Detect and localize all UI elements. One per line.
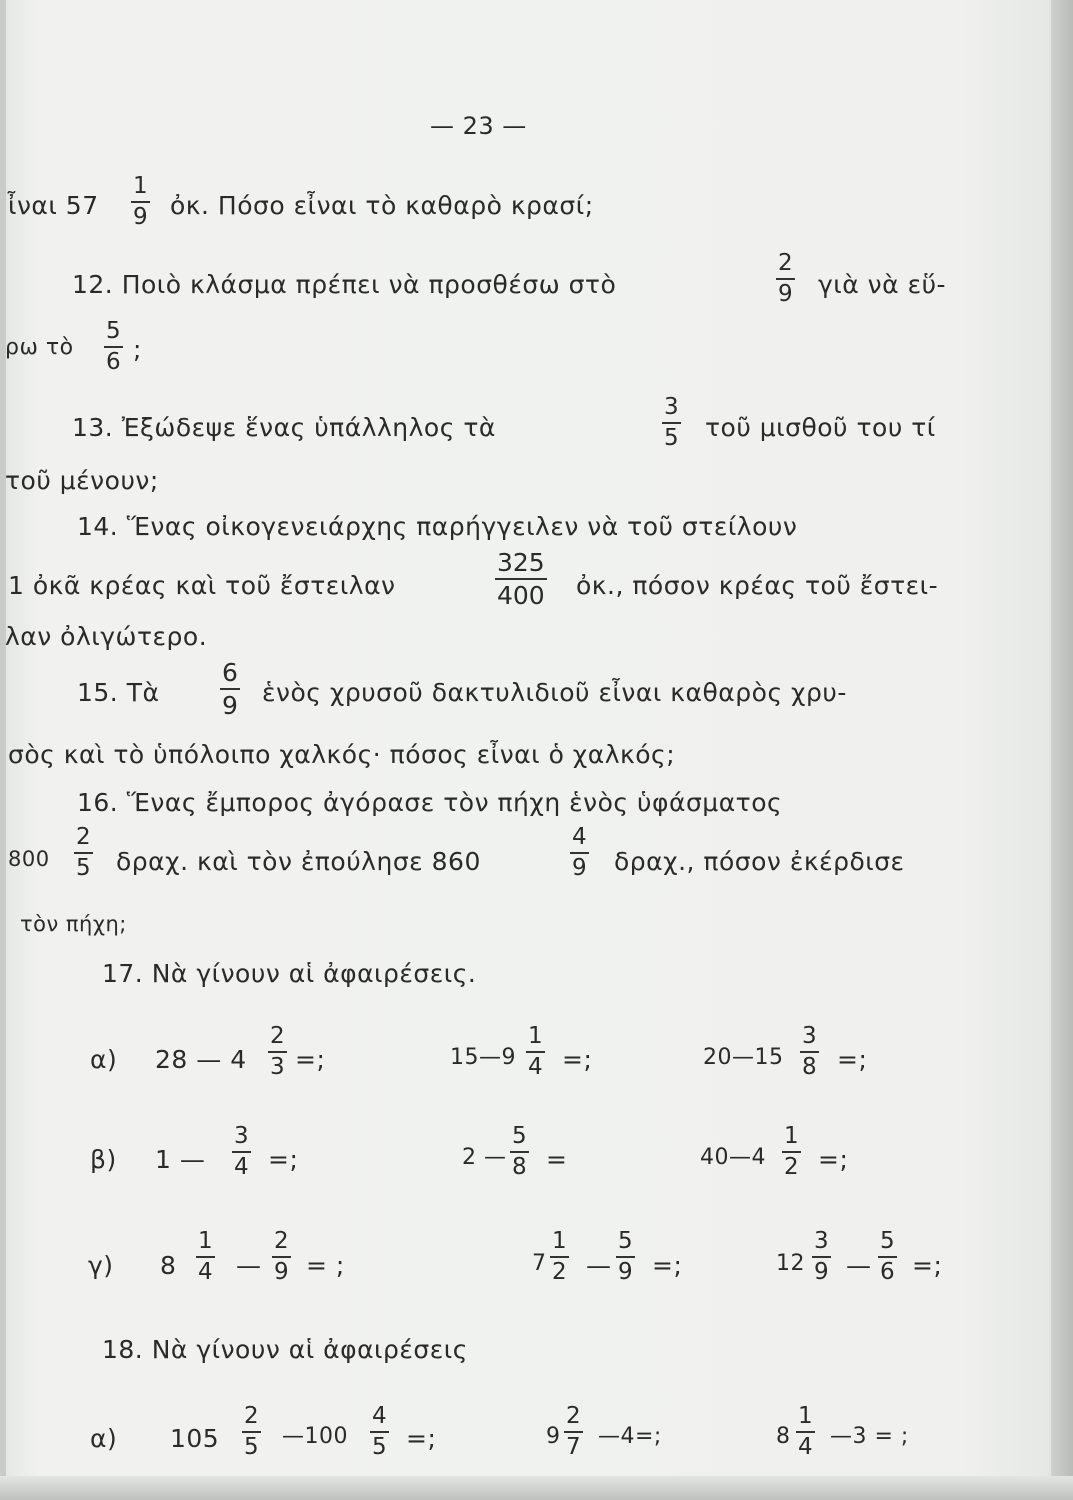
exercise-b1-suffix: =; xyxy=(268,1145,299,1174)
fraction-numerator: 5 xyxy=(880,1228,895,1254)
fraction-2-5 xyxy=(74,826,93,880)
exercise-18-a1-suffix: =; xyxy=(406,1424,437,1453)
fraction-numerator: 2 xyxy=(566,1403,581,1429)
row-a-label: α) xyxy=(90,1045,118,1074)
fraction-denominator: 9 xyxy=(618,1259,633,1285)
row-a-label-18: α) xyxy=(90,1424,118,1453)
fraction-denominator: 3 xyxy=(270,1054,285,1080)
fraction-numerator: 2 xyxy=(76,824,91,850)
fraction-denominator: 9 xyxy=(572,855,587,881)
fraction-denominator: 4 xyxy=(528,1054,543,1080)
line-1-end: ὀκ. Πόσο εἶναι τὸ καθαρὸ κρασί; xyxy=(170,191,594,220)
page-number: — 23 — xyxy=(430,112,527,140)
problem-12-end: ; xyxy=(133,335,142,364)
problem-15-text: 15. Τὰ xyxy=(77,678,160,707)
fraction-denominator: 8 xyxy=(512,1154,527,1180)
fraction-numerator: 5 xyxy=(512,1123,527,1149)
fraction-1-4 xyxy=(796,1405,815,1459)
exercise-b1-prefix: 1 — xyxy=(155,1145,206,1174)
fraction-2-3 xyxy=(268,1025,287,1079)
exercise-18-a2-prefix: 9 xyxy=(546,1424,561,1449)
problem-15-line-2: σὸς καὶ τὸ ὑπόλοιπο χαλκός· πόσος εἶναι ὁ χαλκός; xyxy=(8,740,676,769)
problem-16-line-2-mid: δραχ. καὶ τὸν ἐπούλησε 860 xyxy=(116,847,481,876)
exercise-c3-prefix: 12 xyxy=(776,1251,805,1276)
fraction-denominator: 4 xyxy=(198,1259,213,1285)
problem-17-heading: 17. Νὰ γίνουν αἱ ἀφαιρέσεις. xyxy=(102,959,477,988)
exercise-a2-suffix: =; xyxy=(562,1045,593,1074)
problem-14-text: 14. Ἕνας οἰκογενειάρχης παρήγγειλεν νὰ τοῦ στείλουν xyxy=(77,512,798,541)
problem-16-price-1: 800 xyxy=(8,847,50,871)
page-right-edge xyxy=(1051,0,1073,1500)
exercise-a3-suffix: =; xyxy=(837,1045,868,1074)
fraction-3-5 xyxy=(662,396,681,450)
line-1-start: ἶναι 57 xyxy=(8,191,99,220)
problem-14-line-2-end: ὀκ., πόσον κρέας τοῦ ἔστει- xyxy=(576,571,939,600)
exercise-c1-suffix: = ; xyxy=(306,1251,345,1280)
fraction-5-9 xyxy=(616,1230,635,1284)
problem-13-text: 13. Ἐξώδεψε ἕνας ὑπάλληλος τὰ xyxy=(72,413,496,442)
fraction-1-4 xyxy=(526,1025,545,1079)
fraction-4-9 xyxy=(570,826,589,880)
fraction-3-4 xyxy=(232,1125,251,1179)
problem-16-line-3: τὸν πήχη; xyxy=(20,912,127,936)
fraction-325-400 xyxy=(495,550,547,608)
page-left-edge xyxy=(0,0,6,1500)
fraction-numerator: 1 xyxy=(784,1123,799,1149)
fraction-1-2 xyxy=(782,1125,801,1179)
fraction-numerator: 5 xyxy=(106,318,121,344)
fraction-denominator: 5 xyxy=(76,855,91,881)
fraction-numerator: 2 xyxy=(270,1023,285,1049)
fraction-numerator: 6 xyxy=(222,658,238,687)
row-c-label: γ) xyxy=(88,1251,114,1280)
fraction-numerator: 4 xyxy=(372,1403,387,1429)
fraction-numerator: 2 xyxy=(244,1403,259,1429)
fraction-denominator: 9 xyxy=(274,1259,289,1285)
exercise-a2-prefix: 15—9 xyxy=(450,1045,516,1070)
exercise-18-a1-prefix: 105 xyxy=(170,1424,220,1453)
fraction-2-9 xyxy=(776,252,795,306)
row-b-label: β) xyxy=(90,1145,117,1174)
problem-12-text: 12. Ποιὸ κλάσμα πρέπει νὰ προσθέσω στὸ xyxy=(72,270,617,299)
exercise-c2-prefix: 7 xyxy=(532,1251,547,1276)
problem-12-line-2: ρω τὸ xyxy=(5,335,74,360)
fraction-denominator: 6 xyxy=(106,349,121,375)
exercise-c2-suffix: =; xyxy=(652,1251,683,1280)
exercise-b3-suffix: =; xyxy=(818,1145,849,1174)
fraction-denominator: 9 xyxy=(778,281,793,307)
fraction-numerator: 3 xyxy=(814,1228,829,1254)
fraction-numerator: 3 xyxy=(234,1123,249,1149)
fraction-numerator: 1 xyxy=(528,1023,543,1049)
exercise-c3-suffix: =; xyxy=(912,1251,943,1280)
fraction-1-4 xyxy=(196,1230,215,1284)
exercise-a3-prefix: 20—15 xyxy=(703,1045,784,1070)
problem-14-line-3: λαν ὀλιγώτερο. xyxy=(5,622,208,651)
exercise-c1-prefix: 8 xyxy=(160,1251,177,1280)
fraction-numerator: 1 xyxy=(133,173,148,199)
exercise-b2-prefix: 2 — xyxy=(462,1145,507,1170)
fraction-numerator: 1 xyxy=(798,1403,813,1429)
exercise-b3-prefix: 40—4 xyxy=(700,1145,766,1170)
fraction-denominator: 8 xyxy=(802,1054,817,1080)
problem-16-text: 16. Ἕνας ἔμπορος ἀγόρασε τὸν πήχη ἑνὸς ὑφάσματος xyxy=(77,788,783,817)
fraction-denominator: 5 xyxy=(372,1434,387,1460)
problem-14-line-2: 1 ὀκᾶ κρέας καὶ τοῦ ἔστειλαν xyxy=(8,571,396,600)
fraction-numerator: 1 xyxy=(552,1228,567,1254)
fraction-numerator: 3 xyxy=(802,1023,817,1049)
page-bottom-edge xyxy=(0,1476,1073,1500)
fraction-denominator: 2 xyxy=(552,1259,567,1285)
problem-13-text-end: τοῦ μισθοῦ του τί xyxy=(705,413,936,442)
problem-16-line-2-end: δραχ., πόσον ἐκέρδισε xyxy=(614,847,905,876)
fraction-3-9 xyxy=(812,1230,831,1284)
fraction-denominator: 6 xyxy=(880,1259,895,1285)
fraction-2-7 xyxy=(564,1405,583,1459)
exercise-18-a1-mid: —100 xyxy=(282,1424,348,1449)
exercise-a1-prefix: 28 — 4 xyxy=(155,1045,247,1074)
exercise-a1-suffix: =; xyxy=(295,1045,326,1074)
problem-12-text-end: γιὰ νὰ εὕ- xyxy=(818,270,947,299)
exercise-b2-suffix: = xyxy=(546,1145,568,1174)
fraction-1-2 xyxy=(550,1230,569,1284)
fraction-5-6 xyxy=(878,1230,897,1284)
fraction-denominator: 4 xyxy=(798,1434,813,1460)
fraction-denominator: 5 xyxy=(244,1434,259,1460)
fraction-5-8 xyxy=(510,1125,529,1179)
fraction-denominator: 7 xyxy=(566,1434,581,1460)
fraction-numerator: 2 xyxy=(778,250,793,276)
fraction-denominator: 9 xyxy=(133,204,148,230)
problem-18-heading: 18. Νὰ γίνουν αἱ ἀφαιρέσεις xyxy=(102,1335,468,1364)
exercise-c3-minus: — xyxy=(846,1251,872,1280)
exercise-c1-minus: — xyxy=(236,1251,262,1280)
fraction-numerator: 325 xyxy=(497,548,545,577)
fraction-numerator: 2 xyxy=(274,1228,289,1254)
fraction-denominator: 2 xyxy=(784,1154,799,1180)
fraction-numerator: 5 xyxy=(618,1228,633,1254)
fraction-numerator: 3 xyxy=(664,394,679,420)
fraction-1-9 xyxy=(131,175,150,229)
problem-13-line-2: τοῦ μένουν; xyxy=(5,466,159,495)
exercise-18-a2-suffix: —4=; xyxy=(598,1424,662,1449)
fraction-2-5 xyxy=(242,1405,261,1459)
problem-15-text-end: ἑνὸς χρυσοῦ δακτυλιδιοῦ εἶναι καθαρὸς χρυ- xyxy=(262,678,847,707)
fraction-6-9 xyxy=(220,660,240,718)
fraction-numerator: 4 xyxy=(572,824,587,850)
exercise-18-a3-suffix: —3 = ; xyxy=(830,1424,909,1449)
fraction-numerator: 1 xyxy=(198,1228,213,1254)
fraction-3-8 xyxy=(800,1025,819,1079)
fraction-denominator: 5 xyxy=(664,425,679,451)
fraction-denominator: 4 xyxy=(234,1154,249,1180)
exercise-c2-minus: — xyxy=(586,1251,612,1280)
fraction-2-9 xyxy=(272,1230,291,1284)
fraction-denominator: 400 xyxy=(497,581,545,610)
fraction-denominator: 9 xyxy=(222,691,238,720)
fraction-denominator: 9 xyxy=(814,1259,829,1285)
fraction-4-5 xyxy=(370,1405,389,1459)
fraction-5-6 xyxy=(104,320,123,374)
exercise-18-a3-prefix: 8 xyxy=(776,1424,791,1449)
